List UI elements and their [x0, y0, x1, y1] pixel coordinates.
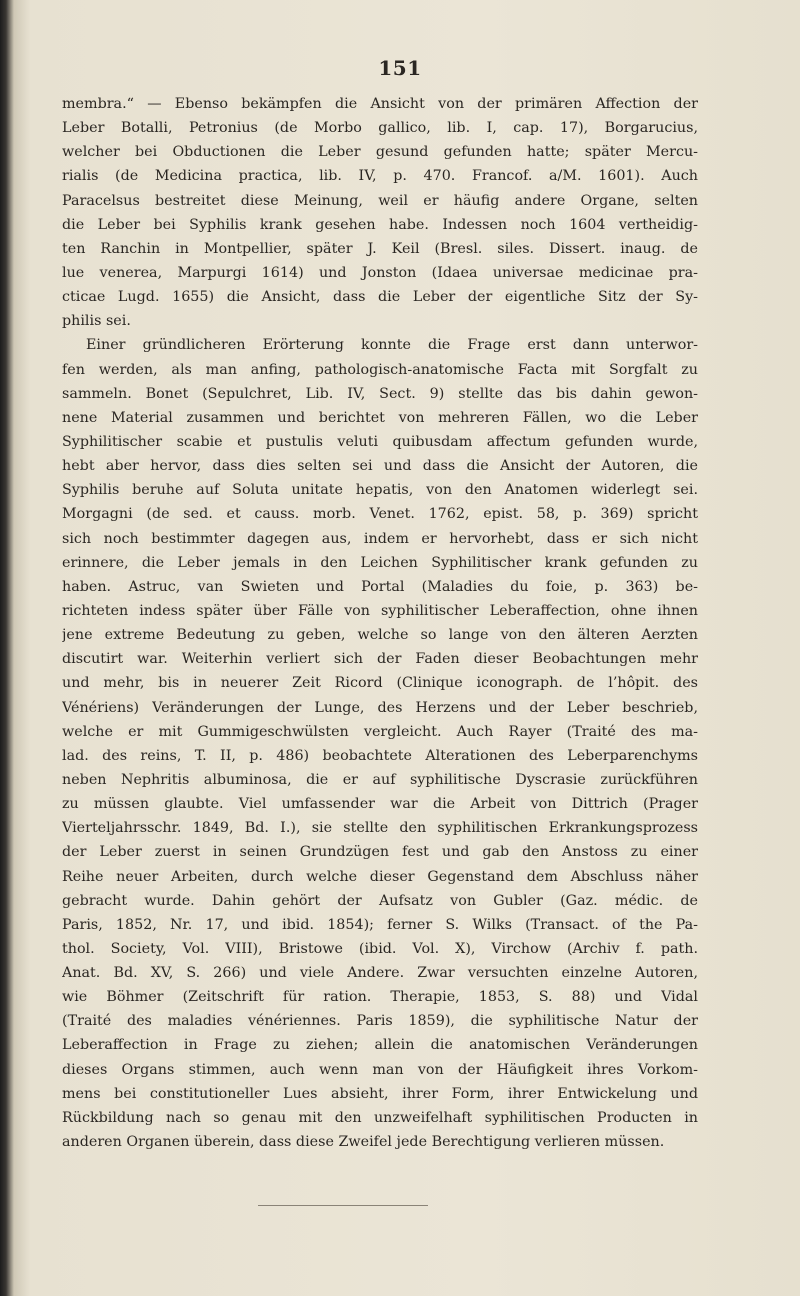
text-line: wie Böhmer (Zeitschrift für ration. Therapie, 1853, S. 88) und Vidal — [62, 989, 698, 1006]
text-line: Paris, 1852, Nr. 17, und ibid. 1854); ferner S. Wilks (Transact. of the Pa- — [62, 916, 698, 933]
text-line: welche er mit Gummigeschwülsten vergleicht. Auch Rayer (Traité des ma- — [62, 723, 698, 740]
text-line: lue venerea, Marpurgi 1614) und Jonston (Idaea universae medicinae pra- — [62, 264, 698, 281]
text-line: discutirt war. Weiterhin verliert sich der Faden dieser Beobachtungen mehr — [62, 651, 698, 668]
text-line: erinnere, die Leber jemals in den Leichen Syphilitischer krank gefunden zu — [62, 554, 698, 571]
text-line: gebracht wurde. Dahin gehört der Aufsatz von Gubler (Gaz. médic. de — [62, 892, 698, 909]
text-line: hebt aber hervor, dass dies selten sei und dass die Ansicht der Autoren, die — [62, 458, 698, 475]
text-line: Vierteljahrsschr. 1849, Bd. I.), sie stellte den syphilitischen Erkrankungsprozess — [62, 820, 698, 837]
text-line: fen werden, als man anfing, pathologisch-anatomische Facta mit Sorgfalt zu — [62, 361, 698, 378]
text-line: ten Ranchin in Montpellier, später J. Keil (Bresl. siles. Dissert. inaug. de — [62, 240, 698, 257]
paragraph-1 — [62, 92, 698, 333]
text-line: Syphilitischer scabie et pustulis veluti quibusdam affectum gefunden wurde, — [62, 433, 698, 450]
text-line: Einer gründlicheren Erörterung konnte die Frage erst dann unterwor- — [86, 337, 698, 354]
body-text — [62, 92, 698, 1154]
text-line: richteten indess später über Fälle von syphilitischer Leberaffection, ohne ihnen — [62, 602, 698, 619]
text-line: thol. Society, Vol. VIII), Bristowe (ibid. Vol. X), Virchow (Archiv f. path. — [62, 940, 698, 957]
text-line: Morgagni (de sed. et causs. morb. Venet. 1762, epist. 58, p. 369) spricht — [62, 506, 698, 523]
text-line: Paracelsus bestreitet diese Meinung, weil er häufig andere Organe, selten — [62, 192, 698, 209]
text-line: philis sei. — [62, 313, 131, 330]
text-line: jene extreme Bedeutung zu geben, welche so lange von den älteren Aerzten — [62, 627, 698, 644]
text-line: membra.“ — Ebenso bekämpfen die Ansicht von der primären Affection der — [62, 96, 698, 112]
text-line: die Leber bei Syphilis krank gesehen habe. Indessen noch 1604 vertheidig- — [62, 216, 698, 233]
text-line: Vénériens) Veränderungen der Lunge, des Herzens und der Leber beschrieb, — [62, 699, 698, 716]
text-line: anderen Organen überein, dass diese Zweifel jede Berechtigung verlieren müssen. — [62, 1134, 665, 1151]
text-line: Leber Botalli, Petronius (de Morbo gallico, lib. I, cap. 17), Borgarucius, — [62, 120, 698, 137]
text-line: zu müssen glaubte. Viel umfassender war die Arbeit von Dittrich (Prager — [62, 796, 698, 813]
text-line: (Traité des maladies vénériennes. Paris 1859), die syphilitische Natur der — [62, 1013, 698, 1030]
text-line: der Leber zuerst in seinen Grundzügen fest und gab den Anstoss zu einer — [62, 844, 698, 861]
text-line: Reihe neuer Arbeiten, durch welche dieser Gegenstand dem Abschluss näher — [62, 868, 698, 885]
paragraph-2 — [62, 333, 698, 1154]
text-line: neben Nephritis albuminosa, die er auf syphilitische Dyscrasie zurückführen — [62, 771, 698, 788]
text-line: rialis (de Medicina practica, lib. IV, p. 470. Francof. a/M. 1601). Auch — [62, 168, 698, 185]
text-line: welcher bei Obductionen die Leber gesund gefunden hatte; später Mercu- — [62, 144, 698, 161]
text-line: Rückbildung nach so genau mit den unzweifelhaft syphilitischen Producten in — [62, 1109, 698, 1126]
text-line: nene Material zusammen und berichtet von mehreren Fällen, wo die Leber — [62, 409, 698, 426]
text-line: cticae Lugd. 1655) die Ansicht, dass die Leber der eigentliche Sitz der Sy- — [62, 289, 698, 306]
text-line: sammeln. Bonet (Sepulchret, Lib. IV, Sect. 9) stellte das bis dahin gewon- — [62, 385, 698, 402]
text-line: lad. des reins, T. II, p. 486) beobachtete Alterationen des Leberparenchyms — [62, 747, 698, 764]
text-line: und mehr, bis in neuerer Zeit Ricord (Clinique iconograph. de l’hôpit. des — [62, 675, 698, 692]
text-line: sich noch bestimmter dagegen aus, indem er hervorhebt, dass er sich nicht — [62, 530, 698, 547]
text-line: dieses Organs stimmen, auch wenn man von der Häufigkeit ihres Vorkom- — [62, 1061, 698, 1078]
text-line: Anat. Bd. XV, S. 266) und viele Andere. Zwar versuchten einzelne Autoren, — [62, 965, 698, 982]
text-line: haben. Astruc, van Swieten und Portal (Maladies du foie, p. 363) be- — [62, 578, 698, 595]
text-line: Leberaffection in Frage zu ziehen; allein die anatomischen Veränderungen — [62, 1037, 698, 1054]
page-number: 151 — [378, 56, 422, 80]
bottom-divider — [258, 1205, 428, 1206]
text-line: mens bei constitutioneller Lues absieht, ihrer Form, ihrer Entwickelung und — [62, 1085, 698, 1102]
text-line: Syphilis beruhe auf Soluta unitate hepatis, von den Anatomen widerlegt sei. — [62, 482, 698, 499]
